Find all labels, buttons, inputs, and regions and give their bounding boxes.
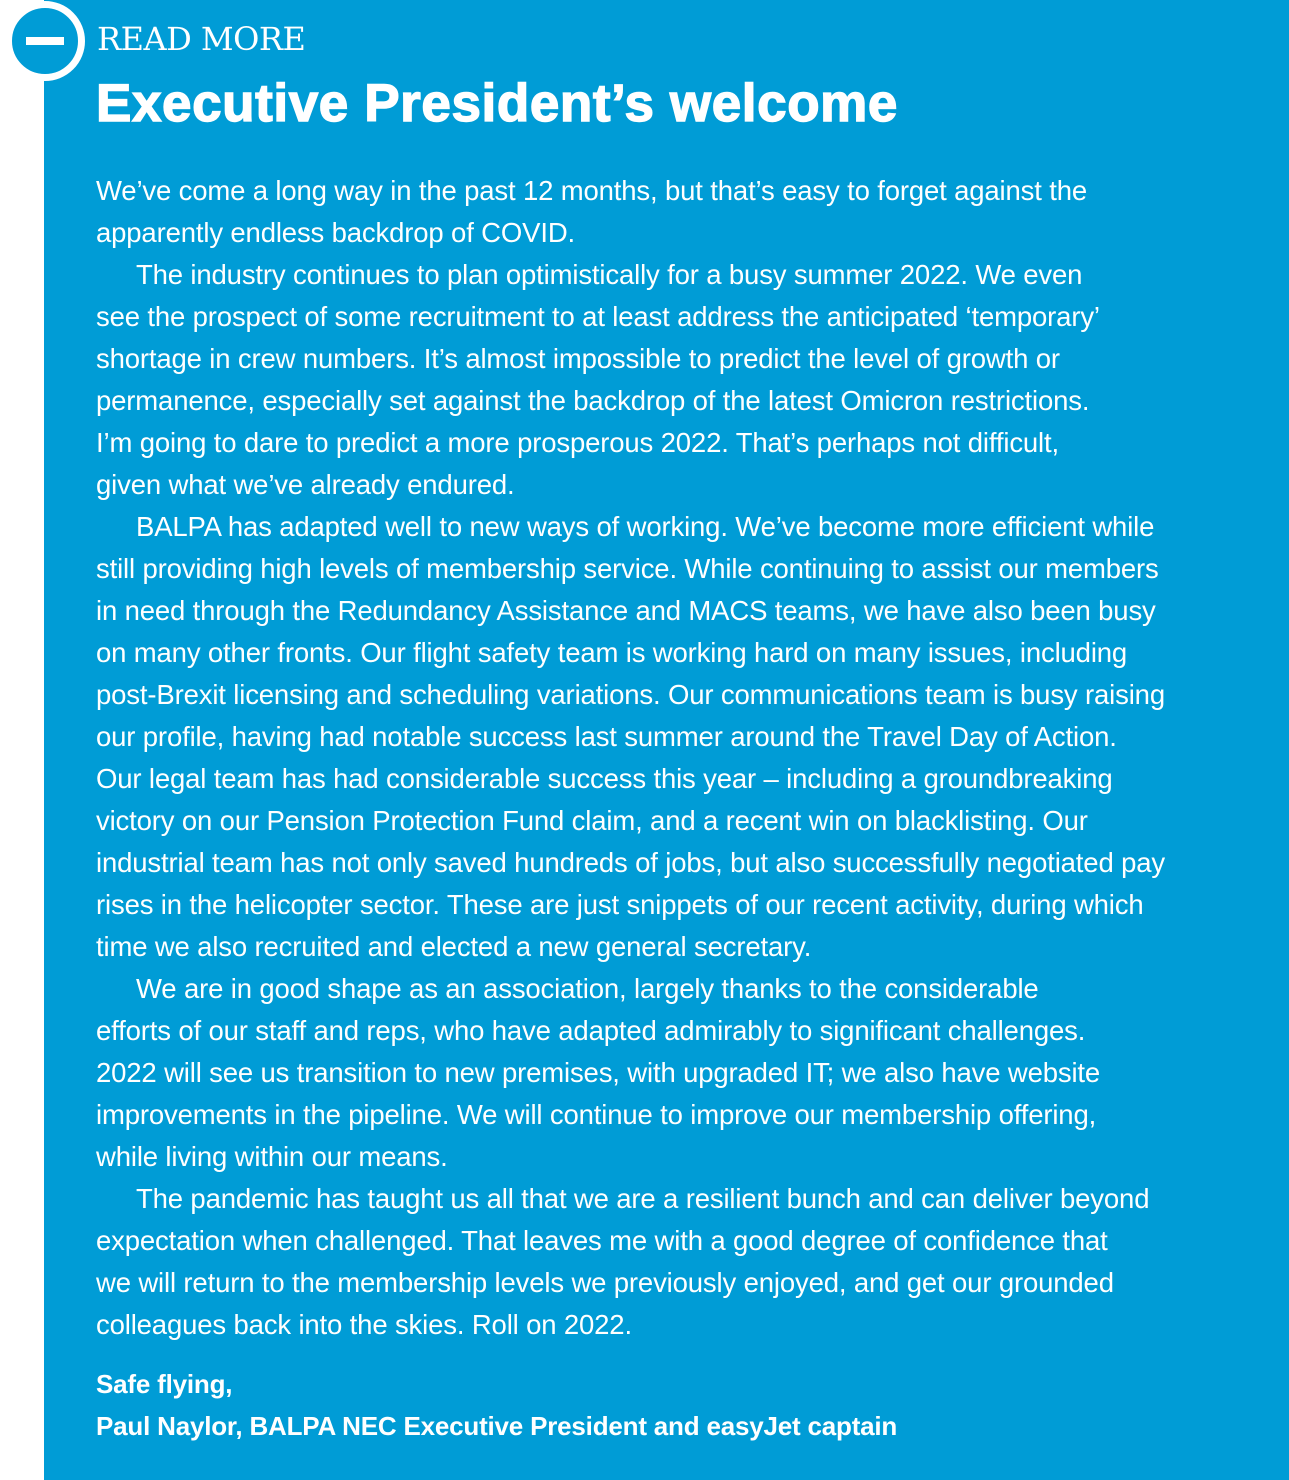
- article-body: [96, 170, 1276, 1346]
- paragraph: We’ve come a long way in the past 12 months, but that’s easy to forget against the apparently endless backdrop of COVID.: [96, 175, 1088, 248]
- signoff-block: [96, 1363, 897, 1447]
- paragraph: The industry continues to plan optimistically for a busy summer 2022. We even see the prospect of some recruitment to at least address the anticipated ‘temporary’ shortage in crew numbers. It’s almost impossible to predict the level of growth or permanence, especially set against the backdrop of the latest Omicron restrictions. I’m going to dare to predict a more prosperous 2022. That’s perhaps not difficult, given what we’ve already endured.: [96, 259, 1100, 500]
- collapse-button[interactable]: [5, 1, 85, 81]
- paragraph: The pandemic has taught us all that we are a resilient bunch and can deliver beyond expectation when challenged. That leaves me with a good degree of confidence that we will return to the membership levels we previously enjoyed, and get our grounded colleagues back into the skies. Roll on 2022.: [96, 1183, 1150, 1340]
- paragraph: We are in good shape as an association, largely thanks to the considerable efforts of our staff and reps, who have adapted admirably to significant challenges. 2022 will see us transition to new premises, with upgraded IT; we also have website improvements in the pipeline. We will continue to improve our membership offering, while living within our means.: [96, 973, 1101, 1172]
- signoff-text: Safe flying,: [96, 1369, 233, 1399]
- paragraph: BALPA has adapted well to new ways of working. We’ve become more efficient while still providing high levels of membership service. While continuing to assist our members in need through the Redundancy Assistance and MACS teams, we have also been busy on many other fronts. Our flight safety team is working hard on many issues, including post-Brexit licensing and scheduling variations. Our communications team is busy raising our profile, having had notable success last summer around the Travel Day of Action. Our legal team has had considerable success this year – including a groundbreaking victory on our Pension Protection Fund claim, and a recent win on blacklisting. Our industrial team has not only saved hundreds of jobs, but also successfully negotiated pay rises in the helicopter sector. These are just snippets of our recent activity, during which time we also recruited and elected a new general secretary.: [96, 511, 1165, 962]
- read-more-label[interactable]: READ MORE: [97, 20, 306, 58]
- author-signature: Paul Naylor, BALPA NEC Executive President and easyJet captain: [96, 1411, 898, 1441]
- minus-icon: [26, 37, 64, 45]
- page-title: Executive President’s welcome: [96, 74, 898, 133]
